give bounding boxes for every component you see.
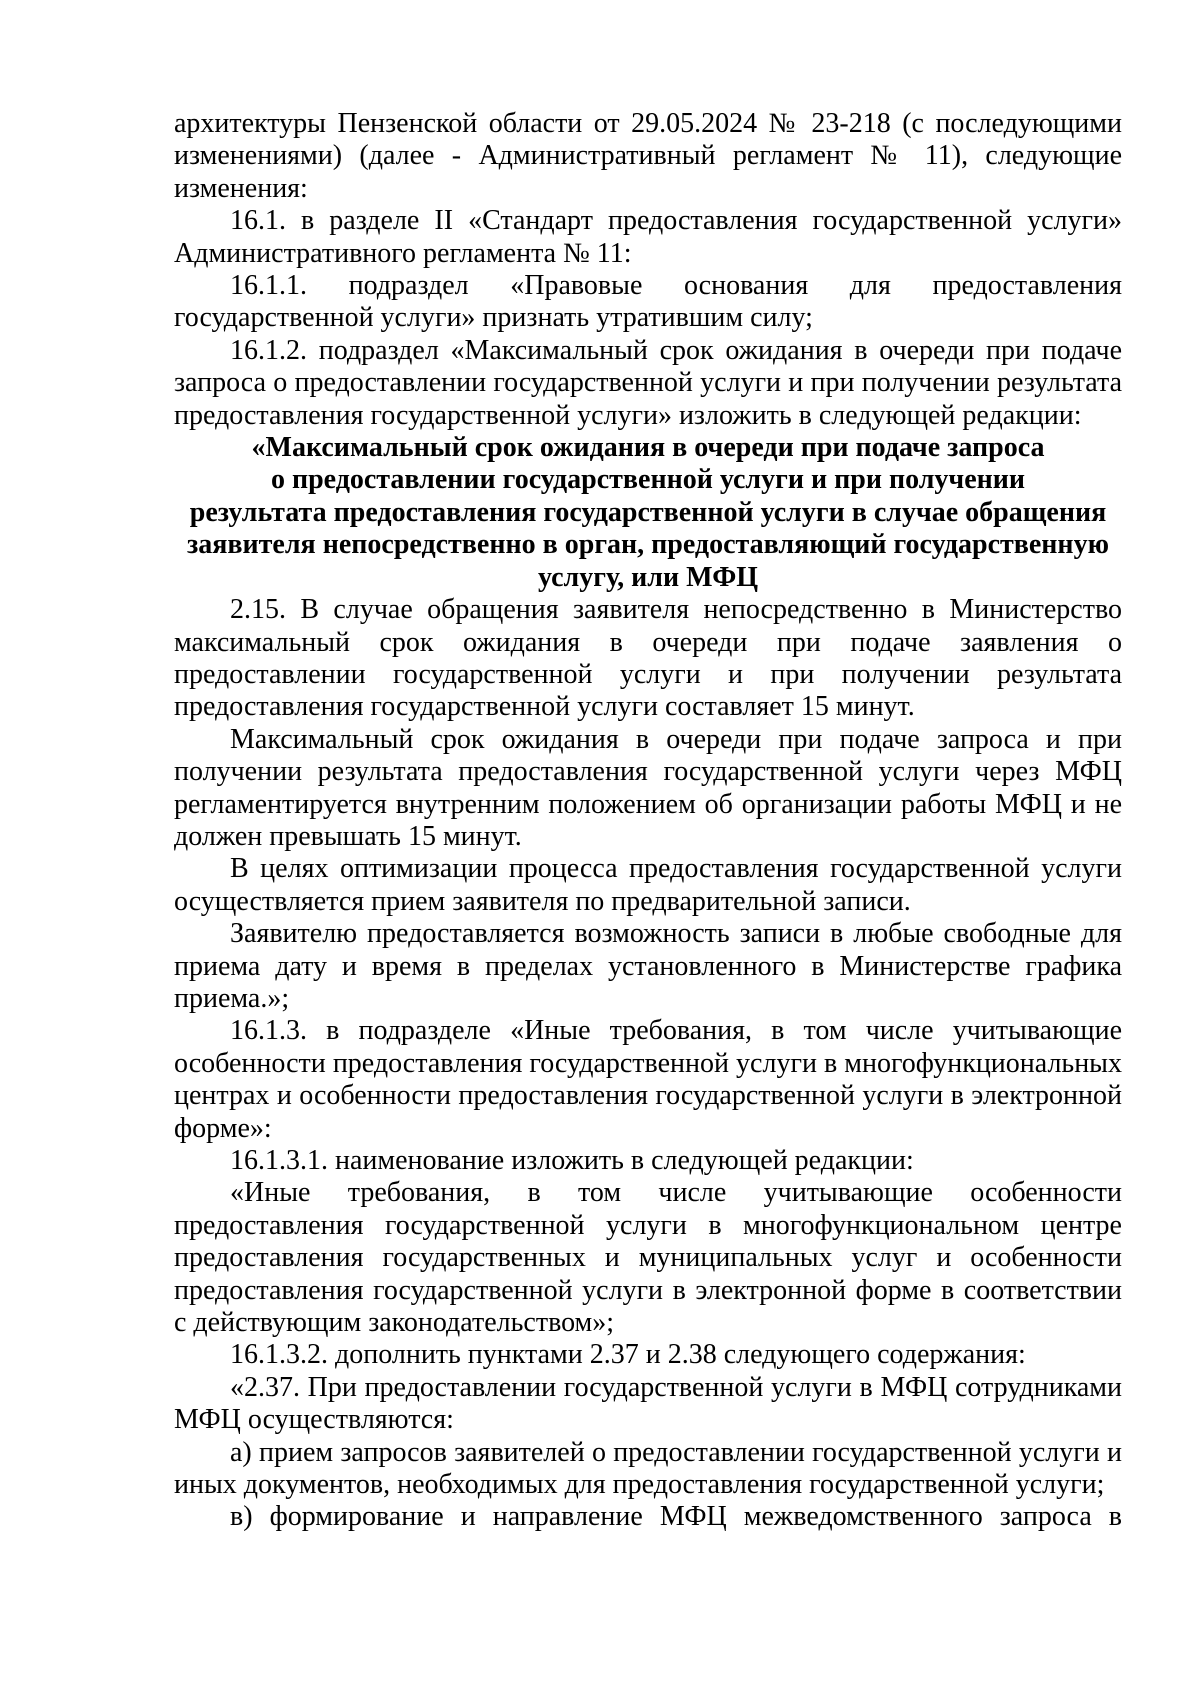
paragraph-16-1-2: 16.1.2. подраздел «Максимальный срок ожидания в очереди при подаче запроса о предоставлении государственной услуги и при получении результата предоставления государственной услуги» изложить в следующей редакции:	[174, 334, 1122, 431]
paragraph-16-1-3-1: 16.1.3.1. наименование изложить в следующей редакции:	[230, 1145, 914, 1176]
paragraph-item-v: в) формирование и направление МФЦ межведомственного запроса в	[230, 1501, 1122, 1533]
paragraph-appointment-optimization: В целях оптимизации процесса предоставления государственной услуги осуществляется прием заявителя по предварительной записи.	[174, 853, 1122, 917]
subsection-heading	[174, 432, 1122, 594]
subsection-heading-line-4: заявителя непосредственно в орган, предоставляющий государственную	[187, 529, 1109, 561]
subsection-heading-line-2: о предоставлении государственной услуги и при получении	[270, 464, 1026, 496]
paragraph-item-a: а) прием запросов заявителей о предоставлении государственной услуги и иных документов, необходимых для предоставления государственной услуги;	[174, 1436, 1122, 1501]
paragraph-new-title: «Иные требования, в том числе учитывающие особенности предоставления государственной услуги в многофункциональном центре предоставления государственных и муниципальных услуг и особенности предоставления государственной услуги в электронной форме в соответствии с действующим законодательством»;	[174, 1177, 1122, 1339]
subsection-heading-line-5: услугу, или МФЦ	[537, 561, 759, 593]
subsection-heading-line-3: результата предоставления государственной услуги в случае обращения	[189, 496, 1107, 528]
document-page	[174, 108, 1122, 1534]
paragraph-2-37: «2.37. При предоставлении государственной услуги в МФЦ сотрудниками МФЦ осуществляются:	[174, 1371, 1122, 1436]
paragraph-16-1-1: 16.1.1. подраздел «Правовые основания для предоставления государственной услуги» признать утратившим силу;	[174, 270, 1122, 334]
subsection-heading-line-1: «Максимальный срок ожидания в очереди при подаче запроса	[251, 432, 1045, 464]
paragraph-16-1: 16.1. в разделе II «Стандарт предоставления государственной услуги» Административного регламента № 11:	[174, 205, 1122, 269]
paragraph-16-1-3-2: 16.1.3.2. дополнить пунктами 2.37 и 2.38 следующего содержания:	[230, 1339, 1026, 1371]
paragraph-appointment-scheduling: Заявителю предоставляется возможность записи в любые свободные для приема дату и время в пределах установленного в Министерстве графика приема.»;	[174, 918, 1122, 1014]
paragraph-mfc-wait-time: Максимальный срок ожидания в очереди при подаче запроса и при получении результата предоставления государственной услуги через МФЦ регламентируется внутренним положением об организации работы МФЦ и не должен превышать 15 минут.	[174, 723, 1122, 852]
paragraph-2-15: 2.15. В случае обращения заявителя непосредственно в Министерство максимальный срок ожидания в очереди при подаче заявления о предоставлении государственной услуги и при получении результата предоставления государственной услуги составляет 15 минут.	[174, 594, 1122, 723]
paragraph-16-1-3: 16.1.3. в подразделе «Иные требования, в том числе учитывающие особенности предоставления государственной услуги в многофункциональных центрах и особенности предоставления государственной услуги в электронной форме»:	[174, 1015, 1122, 1144]
paragraph-amendment-intro: архитектуры Пензенской области от 29.05.2024 № 23-218 (с последующими изменениями) (далее - Административный регламент № 11), следующие изменения:	[174, 108, 1122, 204]
